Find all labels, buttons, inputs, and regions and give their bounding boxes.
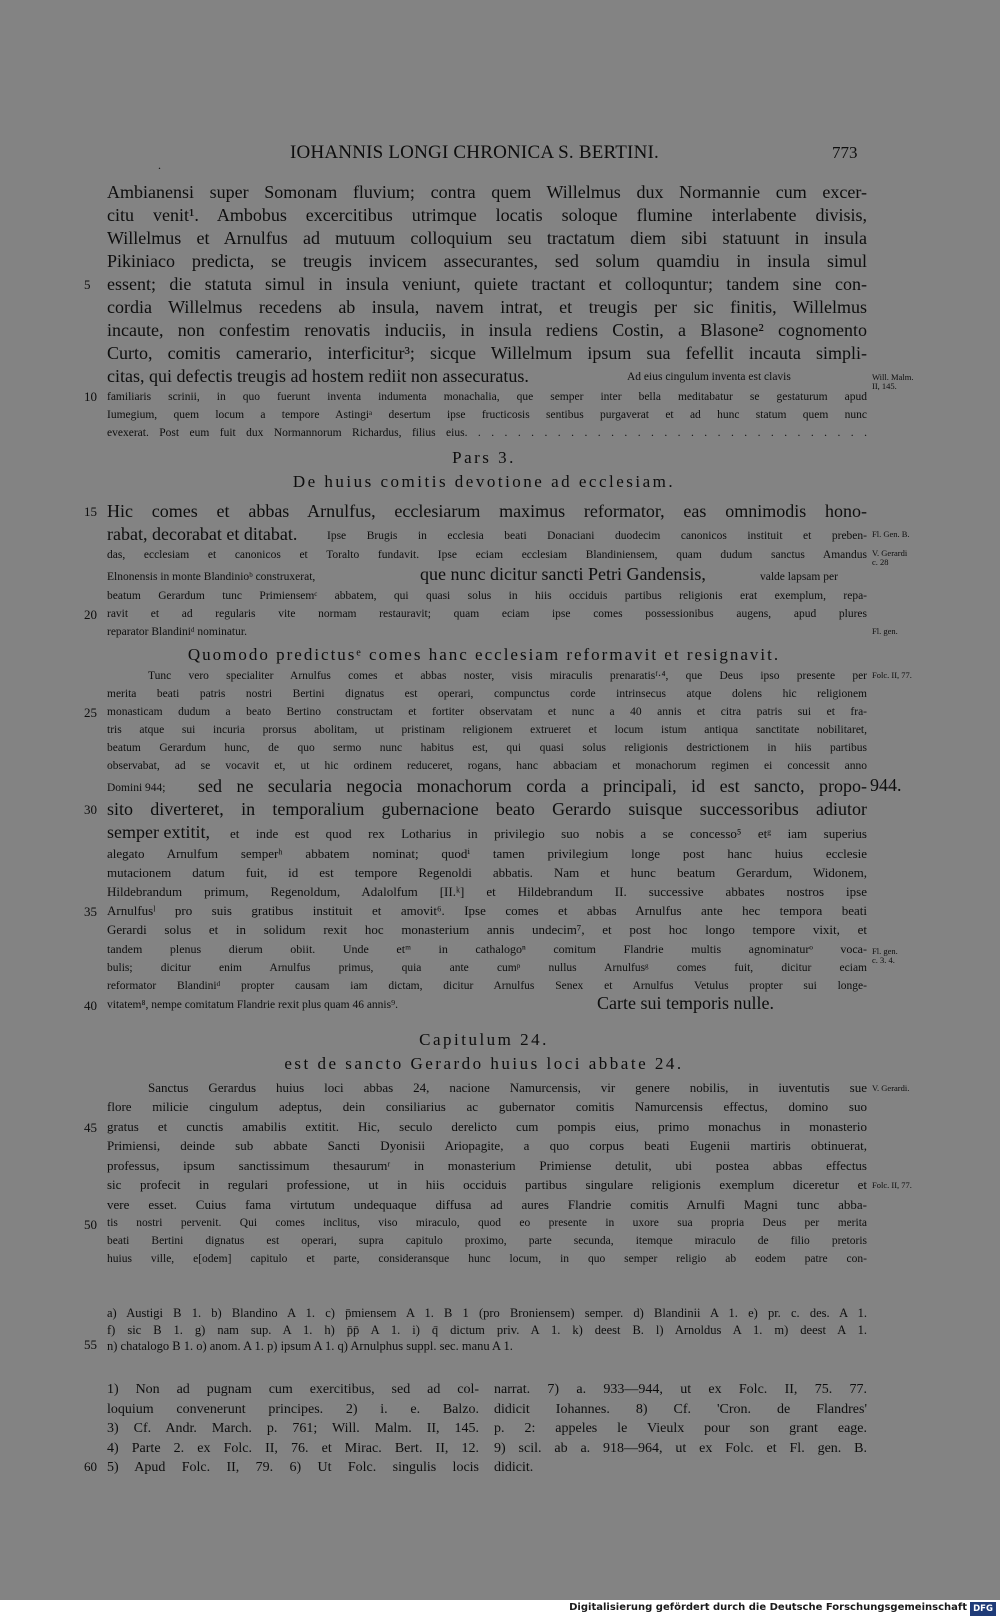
text-line-medium: sic profecit in regulari professione, ut in hiis occiduis partibus singulare religionis exemplum diceretur et	[107, 1177, 867, 1192]
text-line-small: ravit et ad regularis vite normam restauravit; quam eciam ipse comes possessionibus augens, apud plures	[107, 608, 867, 620]
text-line: que nunc dicitur sancti Petri Gandensis,	[420, 564, 706, 584]
line-number: 30	[84, 802, 97, 817]
capitulum-title: est de sancto Gerardo huius loci abbate 24.	[284, 1054, 684, 1073]
text-line: essent; die statuta simul in insula veniunt, quiete tractant et colloquntur; tandem sine con-	[107, 274, 867, 294]
margin-note: Folc. II, 77.	[872, 670, 912, 680]
text-line-small: Gerardi solus et in solidum rexit hoc monasterium annis undecim⁷, et post hoc longo tempore vixit, et	[107, 922, 867, 937]
text-line: semper extitit,	[107, 822, 210, 842]
page-number: 773	[832, 143, 858, 162]
footnote-line: didicit.	[494, 1460, 534, 1475]
text-line-medium: Primiensi, deinde sub abbate Sancti Dyonisii Ariopagite, a quo corpus beati Eugenii martiris obtinuerat,	[107, 1138, 867, 1153]
footnote-line: 9) scil. ab a. 918—964, ut ex Folc. et Fl. gen. B.	[494, 1440, 867, 1456]
text-line-small: et inde est quod rex Lotharius in privilegio suo nobis a se concesso⁵ etᵍ iam superius	[230, 826, 867, 841]
text-line-small: vitatem⁸, nempe comitatum Flandrie rexit plus quam 46 annis⁹.	[107, 999, 398, 1011]
apparatus-line: f) sic B 1. g) nam sup. A 1. h) p̄p̄ A 1. i) q̄ dictum priv. A 1. k) deest B. l) Arnoldus A 1. m) deest A 1.	[107, 1322, 867, 1337]
text-line-small: beati Bertini dignatus est operari, supra capitulo proximo, parte secunda, itemque miraculo de filio pretoris	[107, 1235, 867, 1247]
text-line: cordia Willelmus recedens ab insula, navem intrat, et treugis per sic finitis, Willelmus	[107, 297, 867, 317]
text-line-small: beatum Gerardum tunc Primiensemᶜ abbatem, qui quasi solus in hiis occiduis partibus religionis erat exemplum, repa-	[107, 590, 867, 602]
apparatus-notes	[107, 1305, 867, 1355]
text-line: Carte sui temporis nulle.	[597, 993, 774, 1013]
line-number: 20	[84, 607, 97, 622]
quomodo-heading: Quomodo predictusᵉ comes hanc ecclesiam reformavit et resignavit.	[187, 645, 781, 664]
footer-bar	[0, 1600, 1000, 1619]
apparatus-line: a) Austigi B 1. b) Blandino A 1. c) p̄miensem A 1. B 1 (pro Broniensem) semper. d) Blandinii A 1. e) pr. c. des. A 1.	[107, 1306, 867, 1320]
line-number: 15	[84, 504, 97, 519]
line-number: 40	[84, 998, 97, 1013]
footnote-line: didicit Iohannes. 8) Cf. 'Cron. de Flandres'	[494, 1401, 867, 1417]
text-line-small: Domini 944;	[107, 782, 166, 794]
text-line-small: tris atque sui incuria prorsus abolitam, ut pristinam religionem extrueret et locum istum antiqua sanctitate nobilitaret,	[107, 724, 867, 736]
text-line: citas, qui defectis treugis ad hostem rediit non assecuratus.	[107, 366, 529, 386]
margin-note: V. Gerardi c. 28	[872, 548, 908, 567]
text-line: sito diverteret, in temporalium gubernacione beato Gerardo suisque successoribus adiutor	[107, 799, 867, 819]
line-number: 50	[84, 1217, 97, 1232]
text-line-medium: vere esset. Cuius fama virtutum undequaque diffusa ad aures Flandrie comitis Arnulfi Magni tunc abba-	[107, 1197, 867, 1212]
text-line: sed ne secularia negocia monachorum corda a principali, id est sancto, propo-	[198, 776, 867, 796]
text-line-small: evexerat. Post eum fuit dux Normannorum Richardus, filius eius. . . . . . . . . . . . . . . . . . . . . . . . . . . . . . .	[107, 427, 867, 439]
text-line: Hic comes et abbas Arnulfus, ecclesiarum maximus reformator, eas omnimodis hono-	[107, 501, 867, 521]
text-line-small: valde lapsam per	[760, 571, 838, 583]
stray-dot: .	[158, 158, 161, 172]
text-line-small: reformator Blandiniᵈ propter causam iam dictam, dicitur Arnulfus Senex et Arnulfus Vetulus propter sui longe-	[107, 980, 867, 992]
text-line-small: Ipse Brugis in ecclesia beati Donaciani duodecim canonicos instituit et preben-	[327, 530, 867, 542]
text-line: Pikiniaco predicta, se treugis invicem assecurantes, sed solum quamdiu in insula simul	[107, 251, 867, 271]
pars-title: De huius comitis devotione ad ecclesiam.	[292, 472, 676, 491]
footnotes-right	[494, 1380, 867, 1478]
line-number: 10	[84, 389, 97, 404]
apparatus-line: n) chatalogo B 1. o) anom. A 1. p) ipsum A 1. q) Arnulphus suppl. sec. manu A 1.	[107, 1339, 513, 1353]
margin-year: 944.	[870, 775, 902, 795]
footnote-line: 4) Parte 2. ex Folc. II, 76. et Mirac. Bert. II, 12.	[107, 1440, 479, 1456]
footnote-line: loquium convenerunt principes. 2) i. e. Balzo.	[107, 1401, 479, 1417]
text-line-medium: Sanctus Gerardus huius loci abbas 24, nacione Namurcensis, vir genere nobilis, in iuventutis sue	[148, 1080, 867, 1095]
footnote-line: 3) Cf. Andr. March. p. 761; Will. Malm. II, 145.	[107, 1421, 479, 1436]
footer-credit: Digitalisierung gefördert durch die Deutsche Forschungsgemeinschaft	[569, 1602, 967, 1613]
footnote-line: narrat. 7) a. 933—944, ut ex Folc. II, 75. 77.	[494, 1382, 867, 1397]
dfg-logo-icon: DFG	[970, 1602, 996, 1616]
line-number: 60	[84, 1459, 97, 1474]
footnote-line: 5) Apud Folc. II, 79. 6) Ut Folc. singulis locis	[107, 1460, 479, 1475]
text-line-small: Arnulfusˡ pro suis gratibus instituit et amovit⁶. Ipse comes et abbas Arnulfus ante hec tempora beati	[107, 903, 867, 918]
text-line-small: tandem plenus dierum obiit. Unde etᵐ in cathalogoⁿ comitum Flandrie multis agnominaturᵒ voca-	[107, 942, 867, 956]
text-line: Curto, comitis camerario, interficitur³; sicque Willelmum ipsum sua fefellit incauta simpli-	[107, 343, 867, 363]
text-line-small: das, ecclesiam et canonicos et Toralto fundavit. Ipse eciam ecclesiam Blandiniensem, quam dudum sanctus Amandus	[107, 549, 867, 561]
margin-note: Folc. II, 77.	[872, 1180, 912, 1190]
text-line: incaute, non confestim renovatis induciis, in insula rediens Costin, a Blasone² cognomento	[107, 320, 867, 340]
text-line-small: mutacionem datum fuit, id est tempore Regenoldi abbatis. Nam et hunc beatum Gerardum, Widonem,	[107, 865, 867, 880]
text-line-small: Tunc vero specialiter Arnulfus comes et abbas noster, visis miraculis prenaratisᶠ·⁴, que Deus ipso presente per	[148, 670, 867, 682]
text-line-small: observabat, ad se vocavit et, ut hic ordinem reduceret, rogans, hanc abbaciam et monachorum regimen ei concessit anno	[107, 760, 867, 772]
margin-note: V. Gerardi.	[872, 1083, 910, 1093]
text-line-medium: gratus et cunctis amabilis extitit. Hic, seculo derelicto cum pompis eius, primo monachus in monasterio	[107, 1119, 867, 1134]
text-line-small: beatum Gerardum hunc, de quo sermo nunc habitus est, qui quasi solus religionis destrictionem in hiis partibus	[107, 742, 867, 754]
text-line-small: merita beati patris nostri Bertini dignatus est operari, compunctus corde intrinsecus atque dolens hic religionem	[107, 688, 867, 700]
page-header: IOHANNIS LONGI CHRONICA S. BERTINI.	[290, 142, 659, 163]
text-line-small: tis nostri pervenit. Qui comes inclitus, viso miraculo, quod eo presente in uxore sua propria Deus per merita	[107, 1217, 867, 1229]
text-line: Ambianensi super Somonam fluvium; contra quem Willelmus dux Normannie cum excer-	[107, 182, 867, 202]
line-number: 25	[84, 705, 97, 720]
line-number: 5	[84, 277, 91, 292]
text-line-small: reparator Blandiniᵈ nominatur.	[107, 626, 247, 638]
margin-note: Fl. gen. c. 3. 4.	[872, 946, 898, 965]
text-line-small: Ad eius cingulum inventa est clavis	[627, 371, 791, 383]
line-number: 55	[84, 1337, 97, 1352]
text-line: Willelmus et Arnulfus ad mutuum colloquium seu tractatum diem sibi statuunt in insula	[107, 228, 867, 248]
margin-note: Fl. Gen. B.	[872, 529, 910, 539]
text-line-small: monasticam dudum a beato Bertino constructam et fortiter observatam et nunc a 40 annis et citra patris sui et fra-	[107, 706, 867, 718]
text-line-small: Hildebrandum primum, Regenoldum, Adalolfum [II.ᵏ] et Hildebrandum II. successive abbates nostros ipse	[107, 884, 867, 899]
text-line-medium: professus, ipsum sanctissimum thesaurumʳ in monasterium Primiense detulit, ubi postea abbas effectus	[107, 1158, 867, 1173]
text-line-medium: flore milicie cingulum adeptus, dein consiliarius ac gubernator comitis Namurcensis effectus, domino suo	[107, 1099, 867, 1114]
margin-note: Will. Malm. II, 145.	[872, 372, 914, 391]
footnote-line: p. 2: appeles le Vieulx pour son grant eage.	[494, 1421, 867, 1436]
line-number: 35	[84, 904, 97, 919]
line-number: 45	[84, 1120, 97, 1135]
pars-heading: Pars 3.	[452, 448, 516, 467]
footnotes-left	[107, 1380, 479, 1478]
margin-note: Fl. gen.	[872, 626, 898, 636]
capitulum-heading: Capitulum 24.	[419, 1030, 549, 1049]
footnote-line: 1) Non ad pugnam cum exercitibus, sed ad col-	[107, 1382, 479, 1397]
text-line: rabat, decorabat et ditabat.	[107, 524, 298, 544]
text-line-small: Iumegium, quem locum a tempore Astingiᵃ desertum ipse fructicosis sentibus purgaverat et ad hunc statum quem nunc	[107, 409, 867, 421]
text-line-small: Elnonensis in monte Blandinioᵇ construxerat,	[107, 571, 316, 583]
text-line-small: huius ville, e[odem] capitulo et parte, consideransque hunc locum, in quo semper religio ab eodem patre con-	[107, 1253, 867, 1265]
text-line-small: alegato Arnulfum semperʰ abbatem nominat; quodⁱ tamen privilegium longe post hanc huius ecclesie	[107, 846, 867, 861]
text-line: citu venit¹. Ambobus excercitibus utrimque locatis soloque flumine interlabente divisis,	[107, 205, 867, 225]
text-line-small: familiaris scrinii, in quo fuerunt inventa indumenta monachalia, que semper inter bella meditabatur se gestaturum apud	[107, 391, 867, 403]
text-line-small: bulis; dicitur enim Arnulfus primus, quia ante cumᵖ nullus Arnulfusᵍ comes fuit, dicitur eciam	[107, 962, 867, 974]
